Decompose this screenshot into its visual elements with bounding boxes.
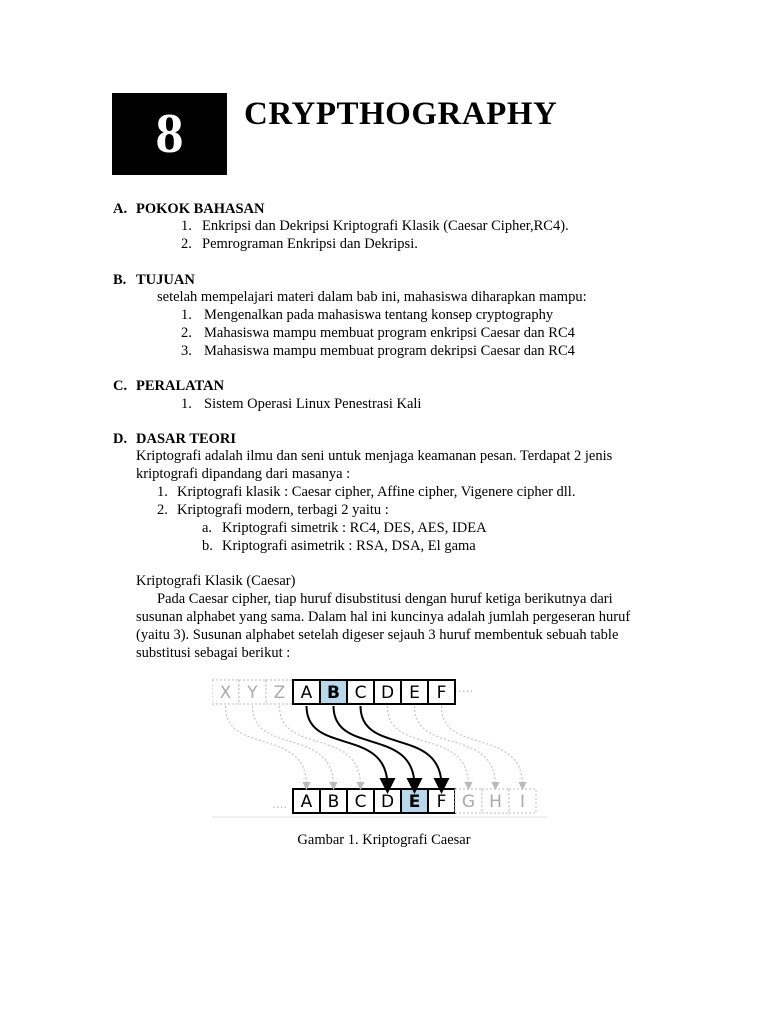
paragraph-line: (yaitu 3). Susunan alphabet setelah digeser sejauh 3 huruf membentuk sebuah table	[136, 627, 619, 643]
list-item-text: Kriptografi klasik : Caesar cipher, Affine cipher, Vigenere cipher dll.	[177, 484, 576, 500]
list-item-text: Sistem Operasi Linux Penestrasi Kali	[204, 396, 422, 412]
svg-text:Y: Y	[247, 683, 258, 703]
bottom-letter-cell	[482, 789, 509, 813]
list-item-number: 3.	[181, 343, 192, 359]
shift-arrow	[361, 706, 442, 786]
section-d-letter: D.	[113, 431, 128, 447]
svg-text:F: F	[436, 792, 447, 812]
bottom-letter-cell	[374, 789, 401, 813]
sublist-item-letter: a.	[202, 520, 213, 536]
list-item-text: Pemrograman Enkripsi dan Dekripsi.	[202, 236, 418, 252]
bottom-letter-cell	[293, 789, 320, 813]
svg-text:B: B	[327, 683, 340, 703]
bottom-letter-cell	[428, 789, 455, 813]
chapter-title: CRYPTHOGRAPHY	[244, 96, 558, 132]
shift-arrow	[280, 706, 361, 786]
list-item-number: 2.	[157, 502, 168, 518]
top-letter-cell	[266, 680, 293, 704]
shift-arrow	[226, 706, 307, 786]
svg-text:E: E	[409, 683, 420, 703]
top-letter-cell	[401, 680, 428, 704]
bottom-letter-cell	[347, 789, 374, 813]
top-letter-cell	[320, 680, 347, 704]
section-a-heading: POKOK BAHASAN	[136, 201, 265, 217]
top-ellipsis: ....	[458, 681, 474, 695]
shift-arrow	[388, 706, 469, 786]
section-d-heading: DASAR TEORI	[136, 431, 237, 447]
paragraph-line: Kriptografi adalah ilmu dan seni untuk menjaga keamanan pesan. Terdapat 2 jenis	[136, 448, 613, 464]
sublist-item-text: Kriptografi asimetrik : RSA, DSA, El gama	[222, 538, 476, 554]
section-a-letter: A.	[113, 201, 128, 217]
paragraph-line: kriptografi dipandang dari masanya :	[136, 466, 351, 482]
shift-arrow	[442, 706, 523, 786]
section-c-letter: C.	[113, 378, 128, 394]
svg-text:A: A	[300, 792, 313, 812]
shift-arrow	[253, 706, 334, 786]
top-letter-cell	[212, 680, 239, 704]
svg-text:F: F	[436, 683, 447, 703]
list-item-number: 1.	[181, 396, 192, 412]
paragraph-line: Pada Caesar cipher, tiap huruf disubstitusi dengan huruf ketiga berikutnya dari	[157, 591, 613, 607]
subheading: Kriptografi Klasik (Caesar)	[136, 573, 296, 589]
top-letter-cell	[293, 680, 320, 704]
svg-text:Z: Z	[273, 683, 286, 703]
bottom-letter-cell	[509, 789, 536, 813]
sublist-item-text: Kriptografi simetrik : RC4, DES, AES, IDEA	[222, 520, 487, 536]
list-item-text: Mengenalkan pada mahasiswa tentang konsep cryptography	[204, 307, 554, 323]
caesar-shift-diagram	[212, 672, 547, 820]
svg-text:G: G	[461, 792, 476, 812]
svg-text:D: D	[380, 683, 395, 703]
list-item-number: 1.	[181, 307, 192, 323]
chapter-number-box	[112, 93, 227, 175]
list-item-number: 1.	[157, 484, 168, 500]
bottom-ellipsis: ....	[272, 797, 288, 811]
bottom-letter-cell	[455, 789, 482, 813]
paragraph-line: susunan alphabet yang sama. Dalam hal ini kuncinya adalah jumlah pergeseran huruf	[136, 609, 631, 625]
svg-text:H: H	[489, 792, 502, 812]
svg-text:D: D	[380, 792, 395, 812]
svg-text:B: B	[327, 792, 340, 812]
list-item-number: 1.	[181, 218, 192, 234]
sublist-item-letter: b.	[202, 538, 213, 554]
paragraph-line: substitusi sebagai berikut :	[136, 645, 291, 661]
svg-text:X: X	[219, 683, 232, 703]
top-letter-cell	[428, 680, 455, 704]
shift-arrow	[307, 706, 388, 786]
svg-text:I: I	[519, 792, 526, 812]
bottom-letter-cell	[401, 789, 428, 813]
top-letter-cell	[239, 680, 266, 704]
list-item-number: 2.	[181, 325, 192, 341]
section-b-intro: setelah mempelajari materi dalam bab ini, mahasiswa diharapkan mampu:	[157, 289, 587, 305]
shift-arrow	[334, 706, 415, 786]
svg-text:E: E	[408, 792, 421, 812]
svg-text:C: C	[354, 792, 367, 812]
list-item-text: Kriptografi modern, terbagi 2 yaitu :	[177, 502, 389, 518]
svg-text:C: C	[354, 683, 367, 703]
list-item-text: Mahasiswa mampu membuat program enkripsi Caesar dan RC4	[204, 325, 575, 341]
list-item-text: Mahasiswa mampu membuat program dekripsi Caesar dan RC4	[204, 343, 575, 359]
top-letter-cell	[374, 680, 401, 704]
section-c-heading: PERALATAN	[136, 378, 225, 394]
figure-caption: Gambar 1. Kriptografi Caesar	[297, 832, 471, 848]
section-b-letter: B.	[113, 272, 127, 288]
shift-arrow	[415, 706, 496, 786]
svg-text:A: A	[300, 683, 313, 703]
bottom-letter-cell	[320, 789, 347, 813]
section-b-heading: TUJUAN	[136, 272, 195, 288]
list-item-number: 2.	[181, 236, 192, 252]
chapter-number: 8	[155, 103, 184, 165]
list-item-text: Enkripsi dan Dekripsi Kriptografi Klasik (Caesar Cipher,RC4).	[202, 218, 569, 234]
top-letter-cell	[347, 680, 374, 704]
